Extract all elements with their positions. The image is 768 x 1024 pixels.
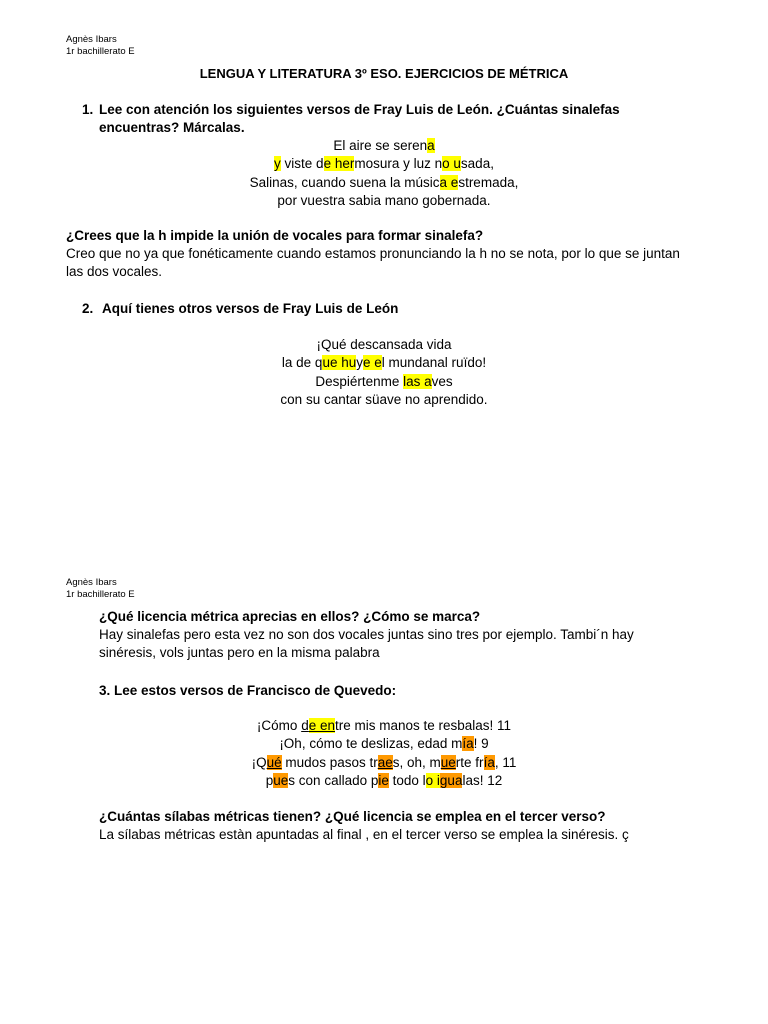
question-licencia: ¿Qué licencia métrica aprecias en ellos? ¿Cómo se marca? — [99, 609, 481, 624]
poem-2-line-3: Despiértenme las aves — [315, 373, 453, 389]
question-h: ¿Crees que la h impide la unión de vocales para formar sinalefa? — [66, 228, 484, 243]
poem-1 — [0, 137, 768, 211]
sineresis-highlight: gua — [439, 773, 463, 789]
sinalefa-highlight: e e — [362, 355, 382, 371]
poem-2-line-2: la de que huye el mundanal ruïdo! — [281, 355, 487, 371]
poem-2-line-4: con su cantar süave no aprendido. — [280, 392, 488, 408]
sineresis-highlight: ae — [377, 754, 393, 770]
poem-3-line-2: ¡Oh, cómo te deslizas, edad mía! 9 — [279, 736, 489, 752]
poem-1-line-2: y viste de hermosura y luz no usada, — [274, 156, 494, 172]
author-class: 1r bachillerato E — [66, 46, 135, 57]
sineresis-highlight: ue — [273, 773, 289, 789]
answer-h-line1: Creo que no ya que fonéticamente cuando estamos pronunciando la h no se nota, por lo que se juntan — [66, 246, 680, 261]
sinalefa-highlight: y — [274, 156, 281, 172]
author-name: Agnès Ibars — [66, 34, 117, 45]
sinalefa-highlight: a e — [439, 174, 459, 190]
sineresis-highlight: ía — [483, 754, 495, 770]
poem-3 — [0, 717, 768, 791]
poem-1-line-3: Salinas, cuando suena la música estremada, — [249, 174, 519, 190]
poem-3-line-4: pues con callado pie todo lo igualas! 12 — [265, 773, 503, 789]
sinalefa-highlight: las a — [403, 373, 432, 389]
sinalefa-highlight: o i — [425, 773, 440, 789]
sinalefa-highlight: e her — [323, 156, 355, 172]
question-3: 3. Lee estos versos de Francisco de Quevedo: — [99, 683, 397, 698]
answer-licencia-line1: Hay sinalefas pero esta vez no son dos vocales juntas sino tres por ejemplo. Tambi´n hay — [99, 627, 634, 642]
sineresis-highlight: ué — [266, 754, 282, 770]
answer-syllables: La sílabas métricas estàn apuntadas al final , en el tercer verso se emplea la sinéresis. ç — [99, 827, 629, 842]
poem-1-line-4: por vuestra sabia mano gobernada. — [277, 193, 491, 209]
sineresis-highlight: ue — [440, 754, 456, 770]
answer-h-line2: las dos vocales. — [66, 264, 163, 279]
question-syllables: ¿Cuántas sílabas métricas tienen? ¿Qué licencia se emplea en el tercer verso? — [99, 809, 606, 824]
sinalefa-highlight: o u — [442, 156, 461, 172]
poem-3-line-1: ¡Cómo de entre mis manos te resbalas! 11 — [256, 718, 512, 733]
question-2-text: Aquí tienes otros versos de Fray Luis de León — [102, 301, 399, 316]
author-name-page2: Agnès Ibars — [66, 577, 117, 588]
question-1-line1: Lee con atención los siguientes versos de Fray Luis de León. ¿Cuántas sinalefas — [99, 102, 620, 117]
question-2-number: 2. — [82, 301, 94, 316]
sineresis-highlight: ie — [378, 773, 389, 789]
sineresis-highlight: ía — [462, 736, 474, 752]
answer-licencia-line2: sinéresis, vols juntas pero en la misma palabra — [99, 645, 380, 660]
sinalefa-highlight: ue hu — [322, 355, 357, 371]
question-1-number: 1. — [82, 102, 94, 117]
sinalefa-highlight: a — [427, 138, 435, 153]
poem-1-line-1: El aire se serena — [333, 138, 435, 153]
sinalefa-highlight: e en — [308, 718, 335, 733]
poem-3-line-3: ¡Qué mudos pasos traes, oh, muerte fría, 11 — [251, 754, 517, 770]
poem-2 — [0, 336, 768, 410]
question-1-line2: encuentras? Márcalas. — [99, 120, 245, 135]
author-class-page2: 1r bachillerato E — [66, 589, 135, 600]
page-title: LENGUA Y LITERATURA 3º ESO. EJERCICIOS DE MÉTRICA — [199, 66, 569, 81]
poem-2-line-1: ¡Qué descansada vida — [316, 337, 452, 352]
